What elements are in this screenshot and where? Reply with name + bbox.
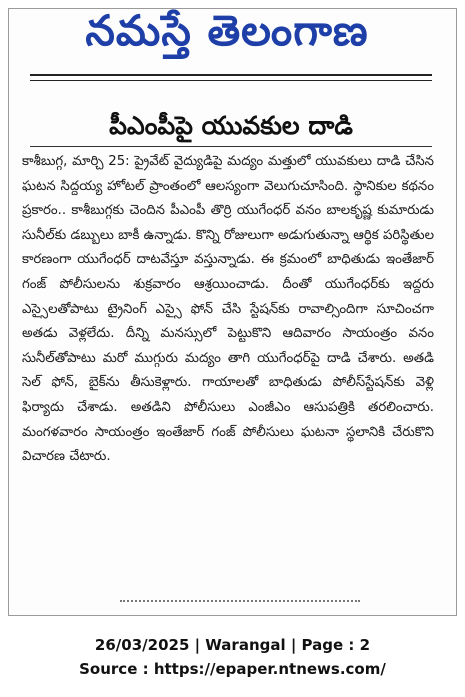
clipping-cutoff-edge — [120, 600, 360, 608]
masthead-rule — [30, 74, 432, 76]
source-link[interactable]: Source : https://epaper.ntnews.com/ — [79, 660, 386, 678]
headline-rule — [30, 146, 432, 147]
newspaper-masthead: నమస్తే తెలంగాణ — [85, 6, 369, 55]
article-body: కాశీబుగ్గ, మార్చి 25: ప్రైవేట్ వైద్యుడిపై మద్యం మత్తులో యువకులు దాడి చేసిన ఘటన సిద్దయ్య హోటల్ ప్రాంతంలో ఆలస్యంగా వెలుగుచూసింది. స్థానికుల కథనం ప్రకారం.. కాశీబుగ్గకు చెందిన పీఎంపీ తొర్రి యుగేంధర్ వనం బాలకృష్ణ కుమారుడు సునీల్‌కు డబ్బులు బాకీ ఉన్నాడు. కొన్ని రోజులుగా అడుగుతున్నా ఆర్థిక పరిస్థితుల కారణంగా యుగేంధర్ దాటవేస్తూ వస్తున్నాడు. ఈ క్రమంలో బాధితుడు ఇంతేజార్ గంజ్ పోలీసులను శుక్రవారం ఆశ్రయించాడు. దీంతో యుగేంధర్‌కు ఇద్దరు ఎస్సైలతోపాటు ట్రైనింగ్ ఎస్సై ఫోన్ చేసి స్టేషన్‌కు రావాల్సిందిగా సూచించగా అతడు వెళ్లలేదు. దీన్ని మనస్సులో పెట్టుకొని ఆదివారం సాయంత్రం వనం సునీల్‌తోపాటు మరో ముగ్గురు మద్యం తాగి యుగేంధర్‌పై దాడి చేశారు. అతడి సెల్ ఫోన్, బైక్‌ను తీసుకెళ్లారు. గాయాలతో బాధితుడు పోలీస్‌స్టేషన్‌కు వెళ్లి ఫిర్యాదు చేశాడు. అతడిని పోలీసులు ఎంజీఎం ఆసుపత్రికి తరలించారు. మంగళవారం సాయంత్రం ఇంతేజార్ గంజ్ పోలీసులు ఘటనా స్థలానికి చేరుకొని విచారణ చేటారు. — [22, 154, 434, 465]
article-headline: పీఎంపీపై యువకుల దాడి — [109, 111, 353, 140]
masthead-rule-thin — [30, 80, 432, 81]
edition-info: 26/03/2025 | Warangal | Page : 2 — [94, 636, 371, 654]
